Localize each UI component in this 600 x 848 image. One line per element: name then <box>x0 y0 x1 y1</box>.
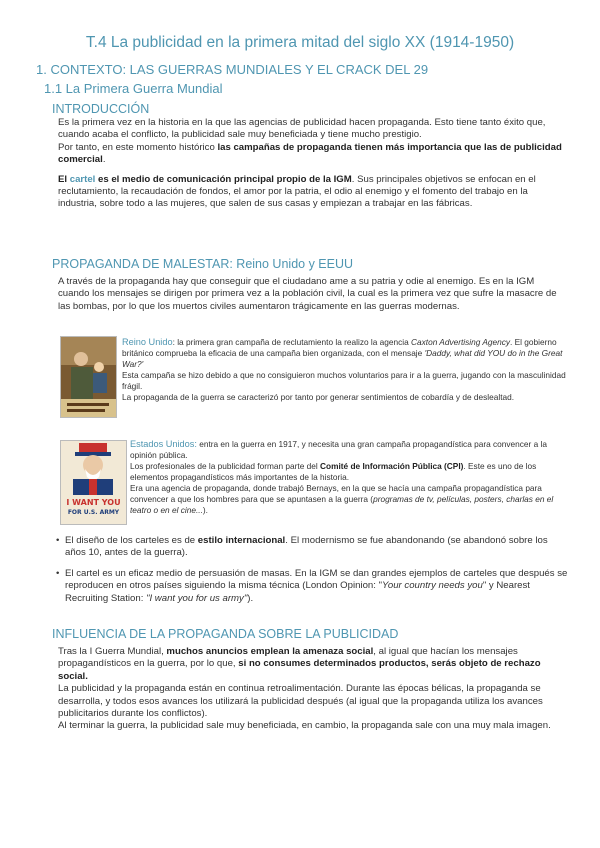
bullet-item-2: • El cartel es un eficaz medio de persuasión de masas. En la IGM se dan grandes ejemplos de carteles que después se reproducen en otros países siguiendo la misma técnica (London Opinion: "Your country needs you" y Nearest Recruiting Station: "I want you for us army"). <box>56 568 568 604</box>
intro-p3: El cartel es el medio de comunicación principal propio de la IGM. Sus principales objetivos se enfocan en el reclutamiento, la recaudación de fondos, el amor por la patria, el odio al enemigo y el fomento del trabajo en la industria, sobre todo a las mujeres, que salen de sus casas y empiezan a trabajar en las fábricas. <box>58 173 536 210</box>
section-heading-1: 1. CONTEXTO: LAS GUERRAS MUNDIALES Y EL CRACK DEL 29 <box>36 62 429 77</box>
intro-heading: INTRODUCCIÓN <box>52 102 150 116</box>
subsection-heading-1-1: 1.1 La Primera Guerra Mundial <box>44 81 223 96</box>
intro-p1: Es la primera vez en la historia en la que las agencias de publicidad hacen propaganda. Esto tiene tanto éxito que, cuando acaba el conflicto, la publicidad sale muy beneficiada y tiene mucho prestigio. <box>58 117 546 141</box>
influencia-p3: Al terminar la guerra, la publicidad sale muy beneficiada, en cambio, la propaganda sale con una muy mala imagen. <box>58 720 551 732</box>
intro-p2: Por tanto, en este momento histórico las campañas de propaganda tienen más importancia que las de publicidad comercial. <box>58 141 562 166</box>
bullet-dot: • <box>56 568 60 579</box>
malestar-heading: PROPAGANDA DE MALESTAR: Reino Unido y EEUU <box>52 257 354 271</box>
uk-p1: Reino Unido: la primera gran campaña de reclutamiento la realizo la agencia Caxton Advertising Agency. El gobierno británico comprueba la eficacia de una campaña bien organizada, con el mensaje 'Daddy, what did YOU do in the Great War?' <box>122 337 563 369</box>
us-p3: Era una agencia de propaganda, donde trabajó Bernays, en la que se hacía una campaña propagandística para convencer a que los hombres para que se apuntasen a la guerra (programas de tv, películas, posters, charlas en el teatro o en el cine...). <box>130 483 554 515</box>
bullet-item-1: • El diseño de los carteles es de estilo internacional. El modernismo se fue abandonando (se abandonó sobre los años 10, antes de la guerra). <box>56 535 548 559</box>
intro-text <box>58 117 568 211</box>
influencia-p2: La publicidad y la propaganda están en continua retroalimentación. Durante las épocas bélicas, la propaganda se desarrolla, y todos esos avances los utilizará la publicidad después (al igual que la propaganda utiliza los avances publicitarios durante los conflictos). <box>58 683 543 720</box>
us-p2: Los profesionales de la publicidad forman parte del Comité de Información Pública (CPI). Este es uno de los elementos propagandísticos más importantes de la historia. <box>130 461 537 482</box>
uk-text <box>122 337 568 403</box>
page-title: T.4 La publicidad en la primera mitad del siglo XX (1914-1950) <box>85 34 515 51</box>
malestar-p1: A través de la propaganda hay que conseguir que el ciudadano ame a su patria y odie al enemigo. Es en la IGM cuando los mensajes se dirigen por primera vez a la población civil, la cual es la primera vez que sufre la masacre de las bombas, por lo que los muertos civiles aumentaron trágicamente en las guerras modernas. <box>58 276 557 312</box>
us-poster-illustration <box>61 441 126 524</box>
us-text <box>130 439 570 516</box>
uk-poster-illustration <box>61 337 116 417</box>
influencia-heading: INFLUENCIA DE LA PROPAGANDA SOBRE LA PUBLICIDAD <box>52 627 399 641</box>
bullet-dot: • <box>56 535 60 546</box>
uk-poster-image <box>60 336 117 418</box>
us-p1: Estados Unidos: entra en la guerra en 1917, y necesita una gran campaña propagandística para convencer a la opinión pública. <box>130 439 547 460</box>
us-poster-line1: I WANT YOU <box>66 498 121 507</box>
influencia-p1: Tras la I Guerra Mundial, muchos anuncios emplean la amenaza social, al igual que hacían los mensajes propagandísticos en la guerra, por lo que, si no consumes determinados productos, serás objeto de rechazo social. <box>58 646 541 682</box>
us-poster-line2: FOR U.S. ARMY <box>67 509 120 516</box>
influencia-text <box>58 646 573 733</box>
uk-p3: La propaganda de la guerra se caracterizó por tanto por generar sentimientos de cobardía y de deslealtad. <box>122 392 515 402</box>
uk-p2: Esta campaña se hizo debido a que no consiguieron muchos voluntarios para ir a la guerra, jugando con la masculinidad frágil. <box>122 370 566 391</box>
us-poster-image <box>60 440 127 525</box>
